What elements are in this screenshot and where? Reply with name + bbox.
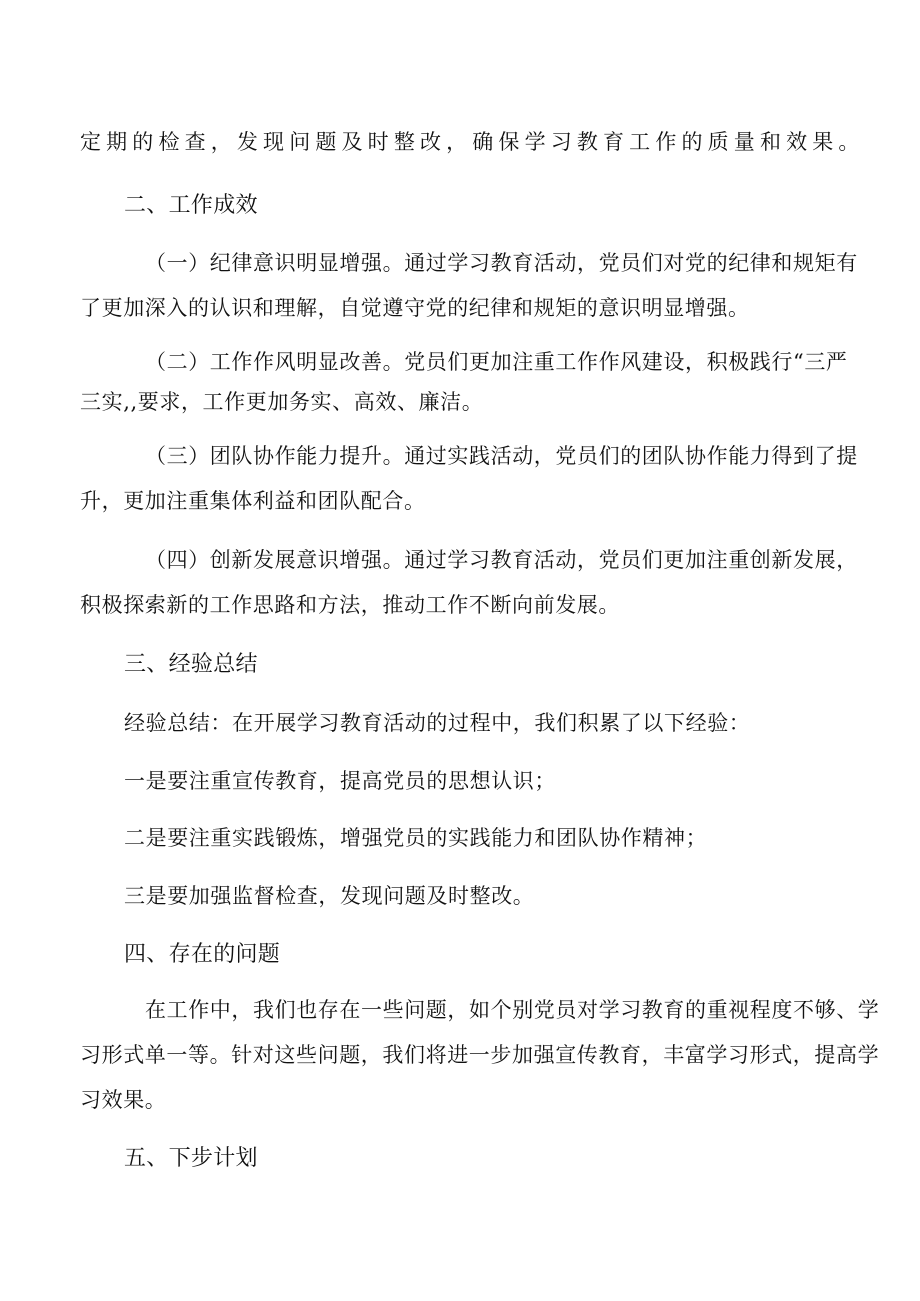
section-heading-5: 五、下步计划 [124,1146,258,1171]
experience-item-2: 二是要注重实践锻炼，增强党员的实践能力和团队协作精神； [124,826,708,850]
paragraph-3-line-2: 升，更加注重集体利益和团队配合。 [80,489,426,513]
section-heading-3: 三、经验总结 [124,652,258,677]
paragraph-1-line-2: 了更加深入的认识和理解，自觉遵守党的纪律和规矩的意识明显增强。 [80,296,750,320]
experience-summary-intro: 经验总结：在开展学习教育活动的过程中，我们积累了以下经验： [124,711,751,735]
paragraph-3-line-1: （三）团队协作能力提升。通过实践活动，党员们的团队协作能力得到了提 [145,444,858,468]
problems-line-3: 习效果。 [80,1088,167,1112]
experience-item-1: 一是要注重宣传教育，提高党员的思想认识； [124,769,556,793]
section-heading-2: 二、工作成效 [124,193,258,218]
paragraph-4-line-2: 积极探索新的工作思路和方法，推动工作不断向前发展。 [80,593,620,617]
paragraph-2-line-2: 三实,,要求，工作更加务实、高效、廉洁。 [80,390,484,414]
paragraph-1-line-1: （一）纪律意识明显增强。通过学习教育活动，党员们对党的纪律和规矩有 [145,251,858,275]
paragraph-2-line-1: （二）工作作风明显改善。党员们更加注重工作作风建设，积极践行“三严 [145,350,848,374]
paragraph-4-line-1: （四）创新发展意识增强。通过学习教育活动，党员们更加注重创新发展， [145,548,858,572]
experience-item-3: 三是要加强监督检查，发现问题及时整改。 [124,884,535,908]
section-heading-4: 四、存在的问题 [124,942,281,967]
problems-line-1: 在工作中，我们也存在一些问题，如个别党员对学习教育的重视程度不够、学 [145,998,880,1022]
paragraph-continuation: 定期的检查，发现问题及时整改，确保学习教育工作的质量和效果。 [80,130,860,154]
problems-line-2: 习形式单一等。针对这些问题，我们将进一步加强宣传教育，丰富学习形式，提高学 [80,1043,880,1067]
